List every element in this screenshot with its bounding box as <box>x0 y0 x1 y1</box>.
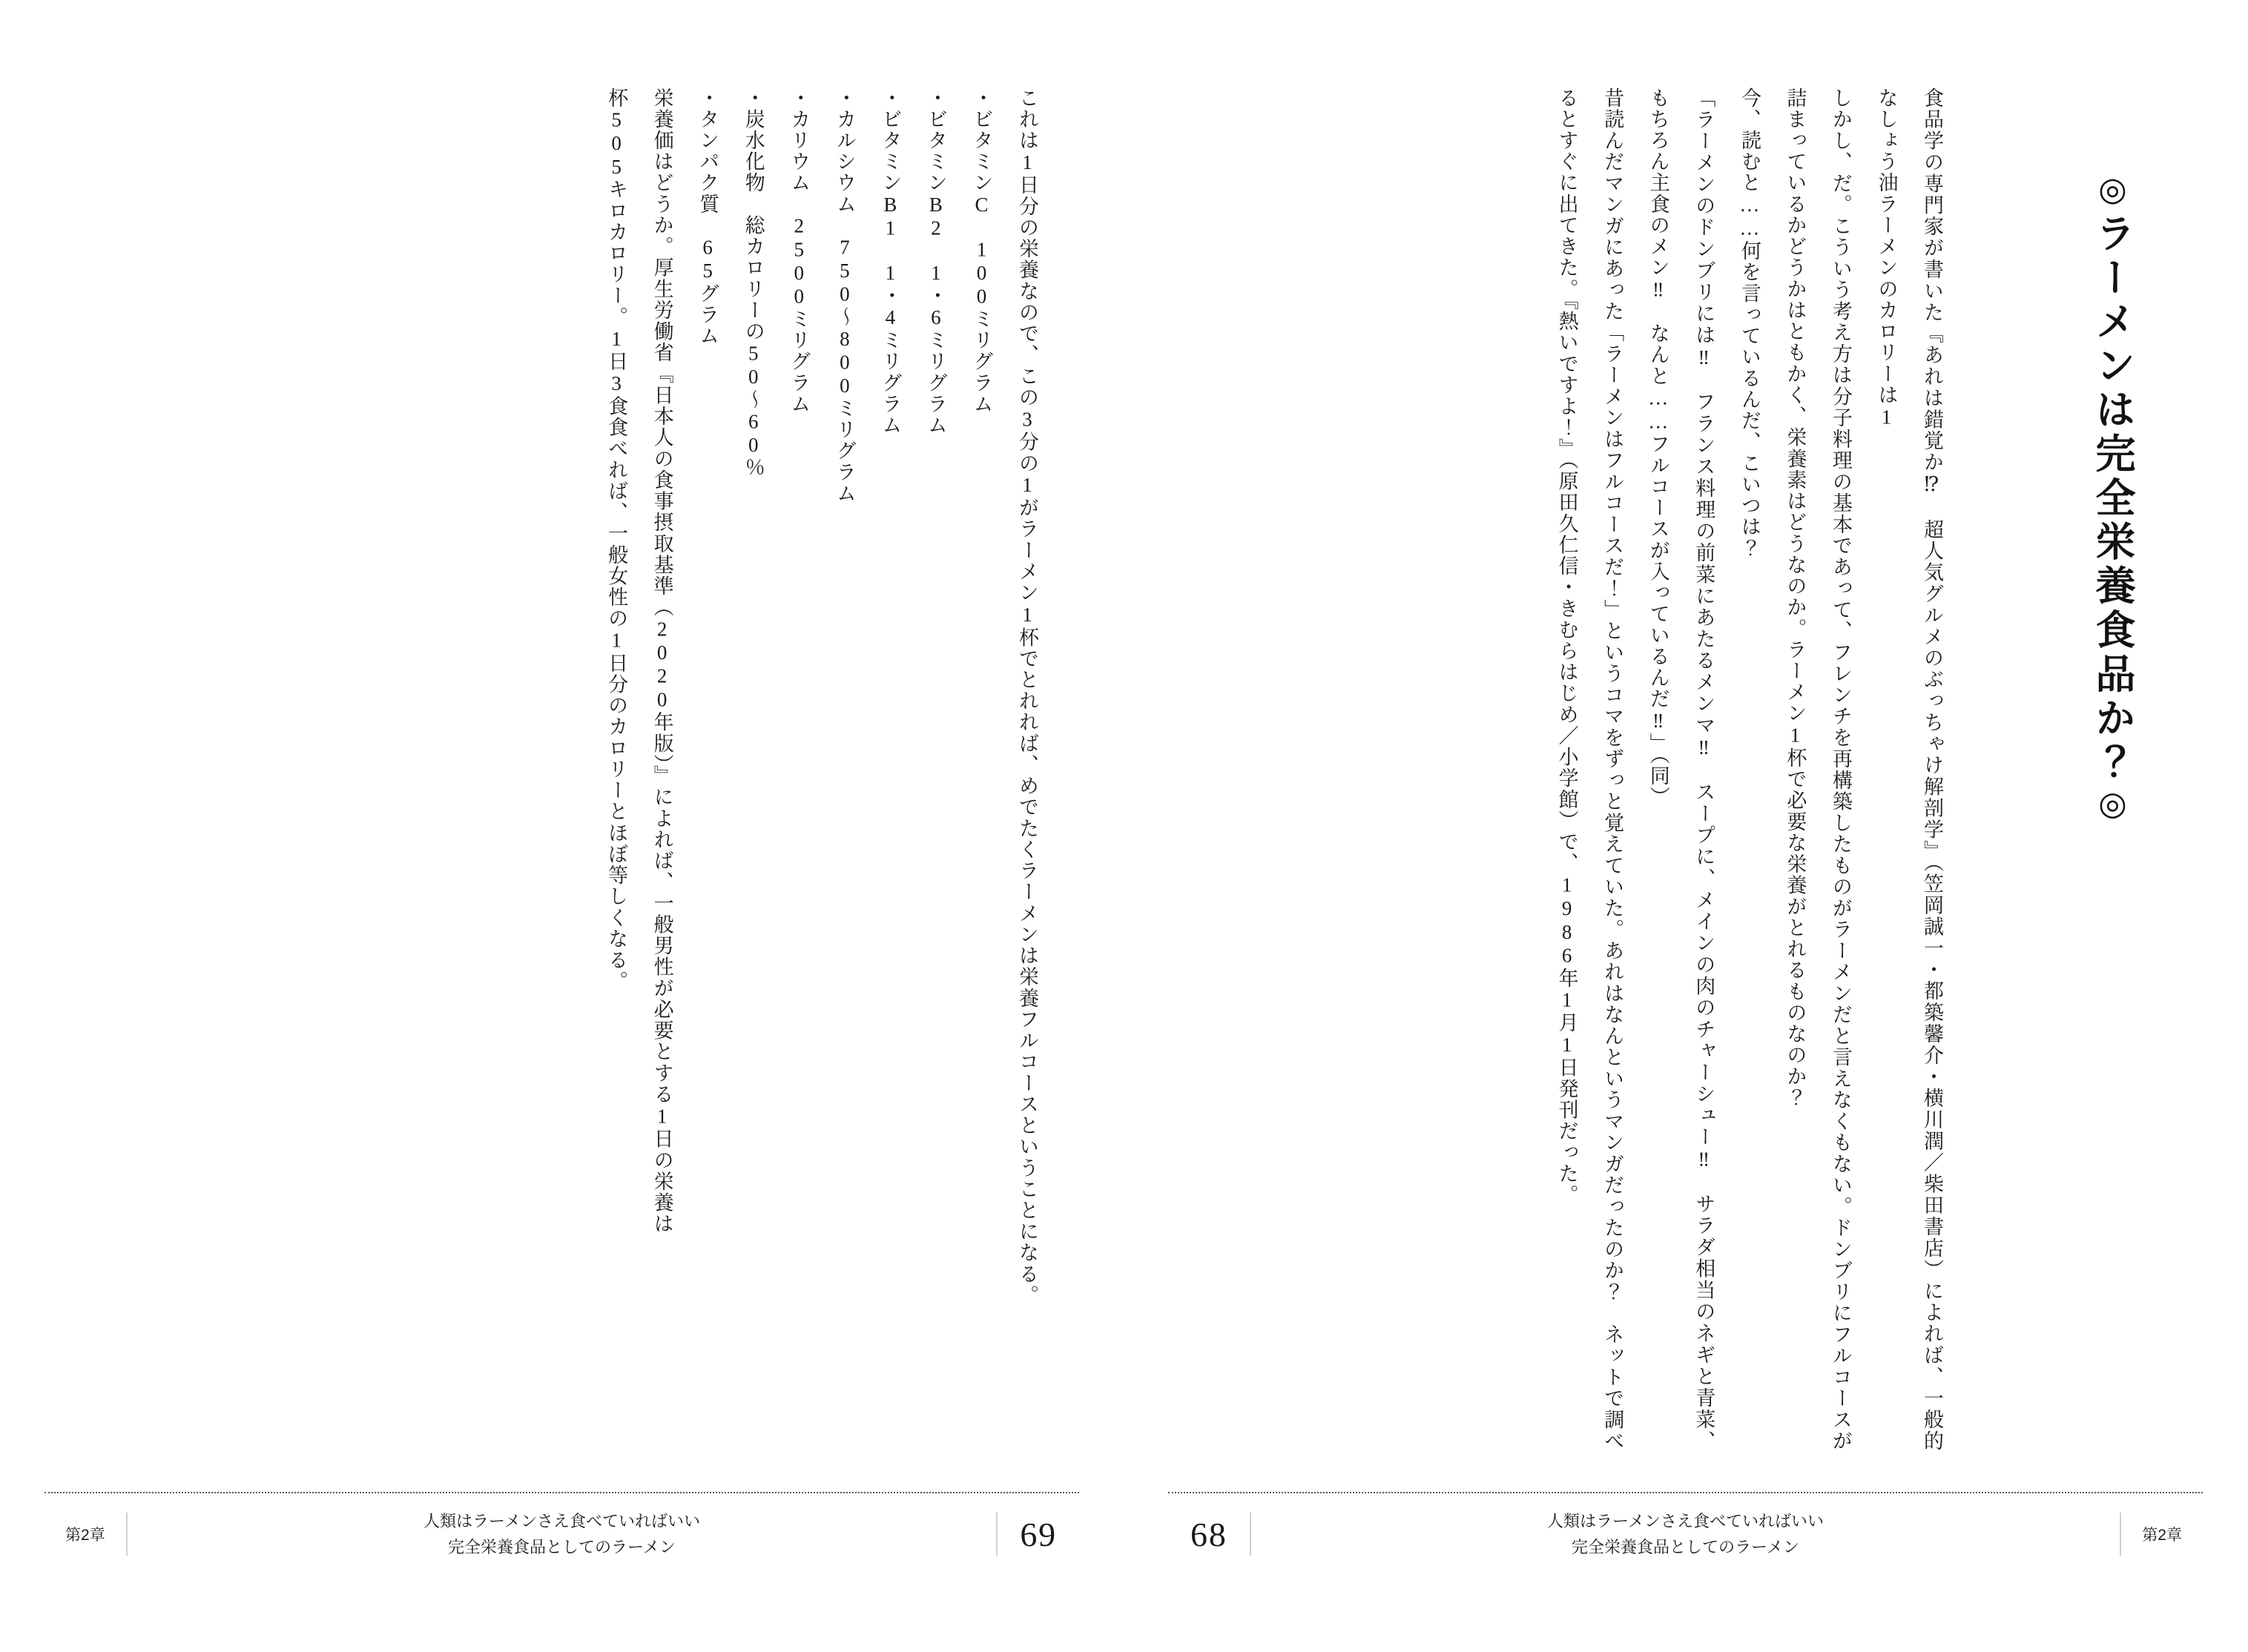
chapter-label-right: 第2章 <box>2142 1527 2182 1544</box>
nutrition-item-3: ・カリウム 2500ミリグラム <box>788 87 811 415</box>
paragraph-4: しかし、だ。こういう考え方は分子料理の基本であって、フレンチを再構築したものがラーメンだと言えなくもない。ドンブリにフルコースが詰まっているかどうかはともかく、栄養素はどうなのか。ラーメン1杯で必要な栄養がとれるものなのか？ <box>1784 87 1852 1452</box>
page-68-text-area <box>1205 87 1954 1452</box>
paragraph-after-list-1: これは1日分の栄養なので、この3分の1がラーメン1杯でとれれば、めでたくラーメンは栄養フルコースということになる。 <box>1016 87 1038 1306</box>
nutrition-item-7: ・ビタミンC 100ミリグラム <box>970 87 993 415</box>
nutrition-item-2: ・炭水化物 総カロリーの50〜60％ <box>742 87 765 479</box>
running-head-right-line1: 人類はラーメンさえ食べていればいい <box>1547 1512 1824 1530</box>
paragraph-5: 食品学の専門家が書いた『あれは錯覚か⁉ 超人気グルメのぶっちゃけ解剖学』（笠岡誠一・都築馨介・横川潤／柴田書店）によれば、一般的なしょう油ラーメンのカロリーは1 <box>1875 87 1943 1452</box>
paragraph-before-list-2: 栄養価はどうか。厚生労働省『日本人の食事摂取基準（2020年版）』によれば、一般男性が必要とする1日の栄養は <box>650 87 673 1235</box>
page-69-footer <box>0 1492 1124 1581</box>
page-title-text: ラーメンは完全栄養食品か？ <box>2090 212 2135 785</box>
folio-69: 69 <box>1020 1515 1057 1553</box>
swirl-left-icon: ◎ <box>2094 171 2131 213</box>
running-head-left <box>128 1508 997 1560</box>
running-head-left-line2: 完全栄養食品としてのラーメン <box>448 1538 676 1557</box>
paragraph-before-list-1: 杯505キロカロリー。1日3食食べれば、一般女性の1日分のカロリーとほぼ等しくなる。 <box>605 87 628 993</box>
page-69-text-area <box>70 87 1049 1452</box>
paragraph-1: 昔読んだマンガにあった「ラーメンはフルコースだ！」というコマをずっと覚えていた。あれはなんというマンガだったのか？ ネットで調べるとすぐに出てきた。『熱いですよ！』（原田久仁信・きむらはじめ／小学館）で、1986年1月1日発刊だった。 <box>1555 87 1624 1452</box>
chapter-label-left: 第2章 <box>65 1527 105 1544</box>
running-head-left-line1: 人類はラーメンさえ食べていればいい <box>423 1512 700 1530</box>
nutrition-item-1: ・タンパク質 65グラム <box>696 87 719 347</box>
nutrition-item-4: ・カルシウム 750〜800ミリグラム <box>833 87 856 504</box>
footer-divider <box>45 1492 1079 1493</box>
nutrition-item-5: ・ビタミンB1 1・4ミリグラム <box>879 87 902 436</box>
page-title <box>2088 171 2136 827</box>
folio-68: 68 <box>1190 1515 1227 1553</box>
nutrition-item-6: ・ビタミンB2 1・6ミリグラム <box>924 87 947 436</box>
page-68-footer <box>1124 1492 2247 1581</box>
paragraph-2: 「ラーメンのドンブリには‼ フランス料理の前菜にあたるメンマ‼ スープに、メインの肉のチャーシュー‼ サラダ相当のネギと青菜、もちろん主食のメン‼ なんと……フルコースが入っているんだ‼」（同） <box>1647 87 1715 1452</box>
running-head-right-line2: 完全栄養食品としてのラーメン <box>1572 1538 1799 1557</box>
swirl-right-icon: ◎ <box>2094 784 2131 827</box>
paragraph-3: 今、読むと……何を言っているんだ、こいつは？ <box>1738 87 1761 559</box>
page-68 <box>1124 0 2247 1652</box>
footer-divider-right <box>1168 1492 2203 1493</box>
running-head-right <box>1251 1508 2120 1560</box>
